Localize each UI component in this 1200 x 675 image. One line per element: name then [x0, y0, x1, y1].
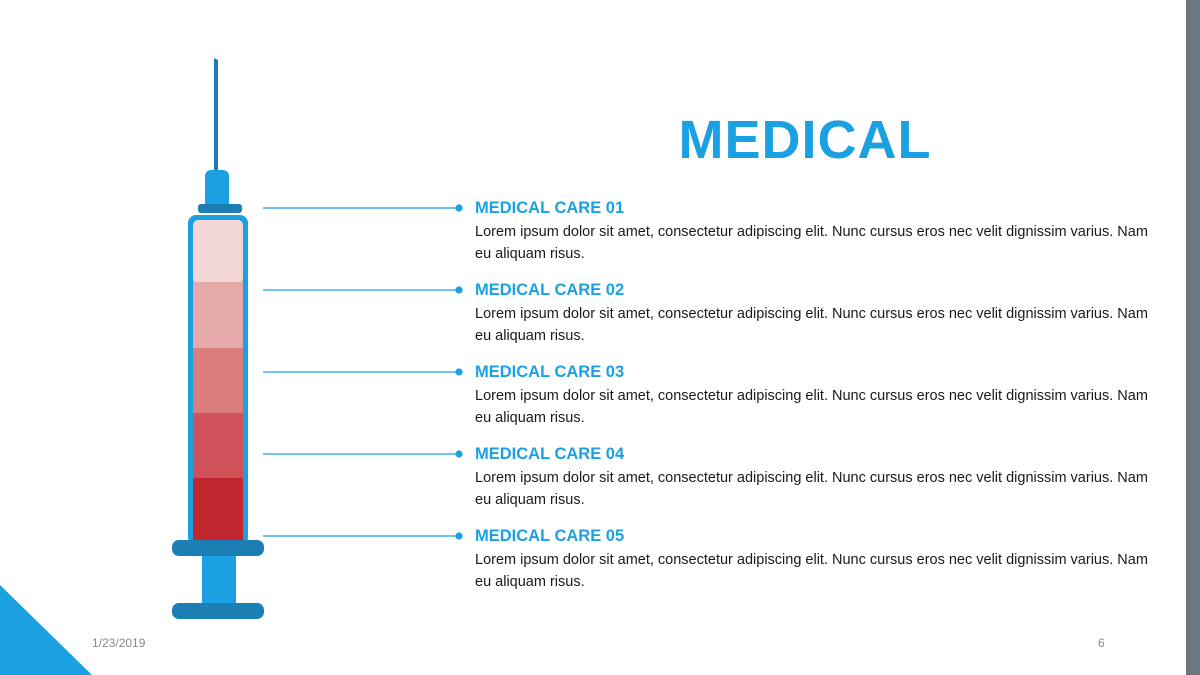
- medical-care-item-03: [475, 361, 1155, 429]
- fluid-level-05: [193, 478, 243, 541]
- item-heading: MEDICAL CARE 01: [475, 199, 625, 217]
- connector-dot-03: [456, 369, 462, 375]
- page-number: 6: [1098, 636, 1105, 650]
- medical-care-item-05: [475, 525, 1155, 593]
- item-body: Lorem ipsum dolor sit amet, consectetur adipiscing elit. Nunc cursus eros nec velit dignissim varius. Nam eu aliquam risus.: [475, 224, 1148, 262]
- connector-dot-05: [456, 533, 462, 539]
- syringe-hub-collar: [198, 204, 242, 213]
- corner-triangle-decoration: [0, 585, 92, 675]
- connector-dot-04: [456, 451, 462, 457]
- medical-care-item-04: [475, 443, 1155, 511]
- right-side-bar: [1186, 0, 1200, 675]
- item-body: Lorem ipsum dolor sit amet, consectetur adipiscing elit. Nunc cursus eros nec velit dignissim varius. Nam eu aliquam risus.: [475, 552, 1148, 590]
- connector-dot-02: [456, 287, 462, 293]
- syringe-flange: [172, 540, 264, 556]
- item-heading: MEDICAL CARE 04: [475, 445, 625, 463]
- fluid-level-01: [193, 220, 243, 284]
- item-heading: MEDICAL CARE 05: [475, 527, 625, 545]
- item-body: Lorem ipsum dolor sit amet, consectetur adipiscing elit. Nunc cursus eros nec velit dignissim varius. Nam eu aliquam risus.: [475, 388, 1148, 426]
- item-heading: MEDICAL CARE 02: [475, 281, 625, 299]
- connector-lines: [255, 195, 475, 555]
- fluid-level-02: [193, 282, 243, 348]
- fluid-level-03: [193, 348, 243, 413]
- syringe-plunger-head: [172, 603, 264, 619]
- medical-care-item-01: [475, 197, 1155, 265]
- footer-date: 1/23/2019: [92, 636, 146, 650]
- syringe-needle: [214, 58, 218, 170]
- item-heading: MEDICAL CARE 03: [475, 363, 625, 381]
- connector-dot-01: [456, 205, 462, 211]
- slide-title: MEDICAL: [678, 110, 932, 170]
- syringe-plunger: [202, 556, 236, 606]
- item-body: Lorem ipsum dolor sit amet, consectetur adipiscing elit. Nunc cursus eros nec velit dignissim varius. Nam eu aliquam risus.: [475, 470, 1148, 508]
- item-body: Lorem ipsum dolor sit amet, consectetur adipiscing elit. Nunc cursus eros nec velit dignissim varius. Nam eu aliquam risus.: [475, 306, 1148, 344]
- medical-care-item-02: [475, 279, 1155, 347]
- fluid-level-04: [193, 413, 243, 478]
- syringe-fluid-levels: [193, 220, 243, 541]
